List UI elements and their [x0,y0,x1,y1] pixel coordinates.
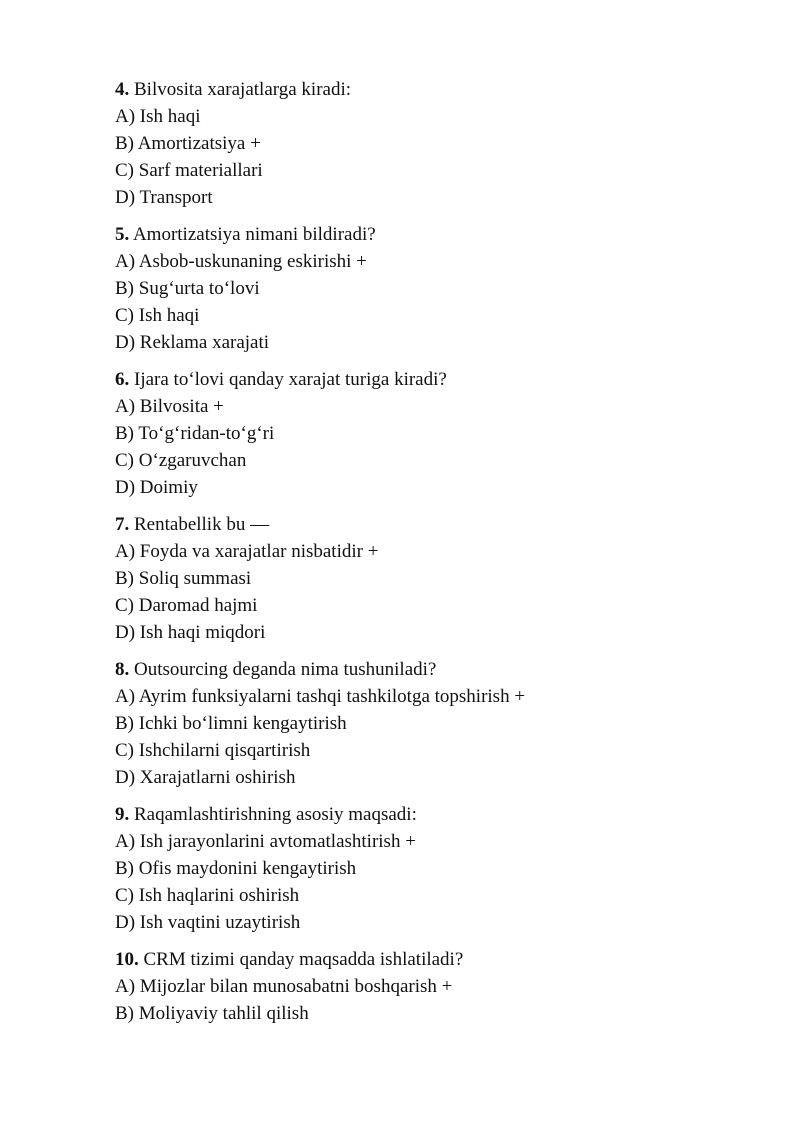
document-page [115,76,775,1037]
question-8 [115,656,775,791]
answer-option: D) Xarajatlarni oshirish [115,767,296,788]
answer-option: B) Amortizatsiya + [115,133,261,154]
question-text: CRM tizimi qanday maqsadda ishlatiladi? [143,949,464,970]
question-text: Outsourcing deganda nima tushuniladi? [134,659,437,680]
question-number: 5. [115,224,130,245]
answer-option: C) O‘zgaruvchan [115,450,247,471]
answer-option: D) Ish haqi miqdori [115,622,266,643]
answer-option: B) Soliq summasi [115,568,252,589]
answer-option: A) Asbob-uskunaning eskirishi + [115,251,367,272]
answer-option: D) Ish vaqtini uzaytirish [115,912,301,933]
answer-option: D) Transport [115,187,213,208]
question-text: Rentabellik bu — [134,514,270,535]
question-text: Raqamlashtirishning asosiy maqsadi: [134,804,417,825]
question-line [115,221,775,248]
answer-option: B) Moliyaviy tahlil qilish [115,1003,309,1024]
answer-option: C) Sarf materiallari [115,160,263,181]
question-6 [115,366,775,501]
answer-option: C) Ish haqlarini oshirish [115,885,300,906]
question-10 [115,946,775,1027]
answer-option: B) Sug‘urta to‘lovi [115,278,260,299]
answer-option: A) Ish jarayonlarini avtomatlashtirish + [115,831,416,852]
question-5 [115,221,775,356]
question-line [115,656,775,683]
answer-option: A) Mijozlar bilan munosabatni boshqarish + [115,976,453,997]
question-number: 6. [115,369,130,390]
question-number: 8. [115,659,130,680]
answer-option: C) Daromad hajmi [115,595,258,616]
question-line [115,511,775,538]
question-text: Ijara to‘lovi qanday xarajat turiga kiradi? [134,369,447,390]
answer-option: C) Ish haqi [115,305,200,326]
question-line [115,76,775,103]
question-text: Amortizatsiya nimani bildiradi? [132,224,376,245]
answer-option: A) Bilvosita + [115,396,224,417]
question-line [115,801,775,828]
answer-option: B) Ichki bo‘limni kengaytirish [115,713,347,734]
question-9 [115,801,775,936]
question-number: 4. [115,79,130,100]
answer-option: D) Reklama xarajati [115,332,270,353]
answer-option: B) To‘g‘ridan-to‘g‘ri [115,423,275,444]
question-line [115,946,775,973]
question-number: 9. [115,804,130,825]
answer-option: C) Ishchilarni qisqartirish [115,740,311,761]
answer-option: D) Doimiy [115,477,198,498]
answer-option: A) Ayrim funksiyalarni tashqi tashkilotga topshirish + [115,686,526,707]
question-text: Bilvosita xarajatlarga kiradi: [134,79,352,100]
answer-option: B) Ofis maydonini kengaytirish [115,858,357,879]
answer-option: A) Foyda va xarajatlar nisbatidir + [115,541,379,562]
question-number: 10. [115,949,139,970]
question-number: 7. [115,514,130,535]
question-line [115,366,775,393]
question-7 [115,511,775,646]
answer-option: A) Ish haqi [115,106,201,127]
question-4 [115,76,775,211]
